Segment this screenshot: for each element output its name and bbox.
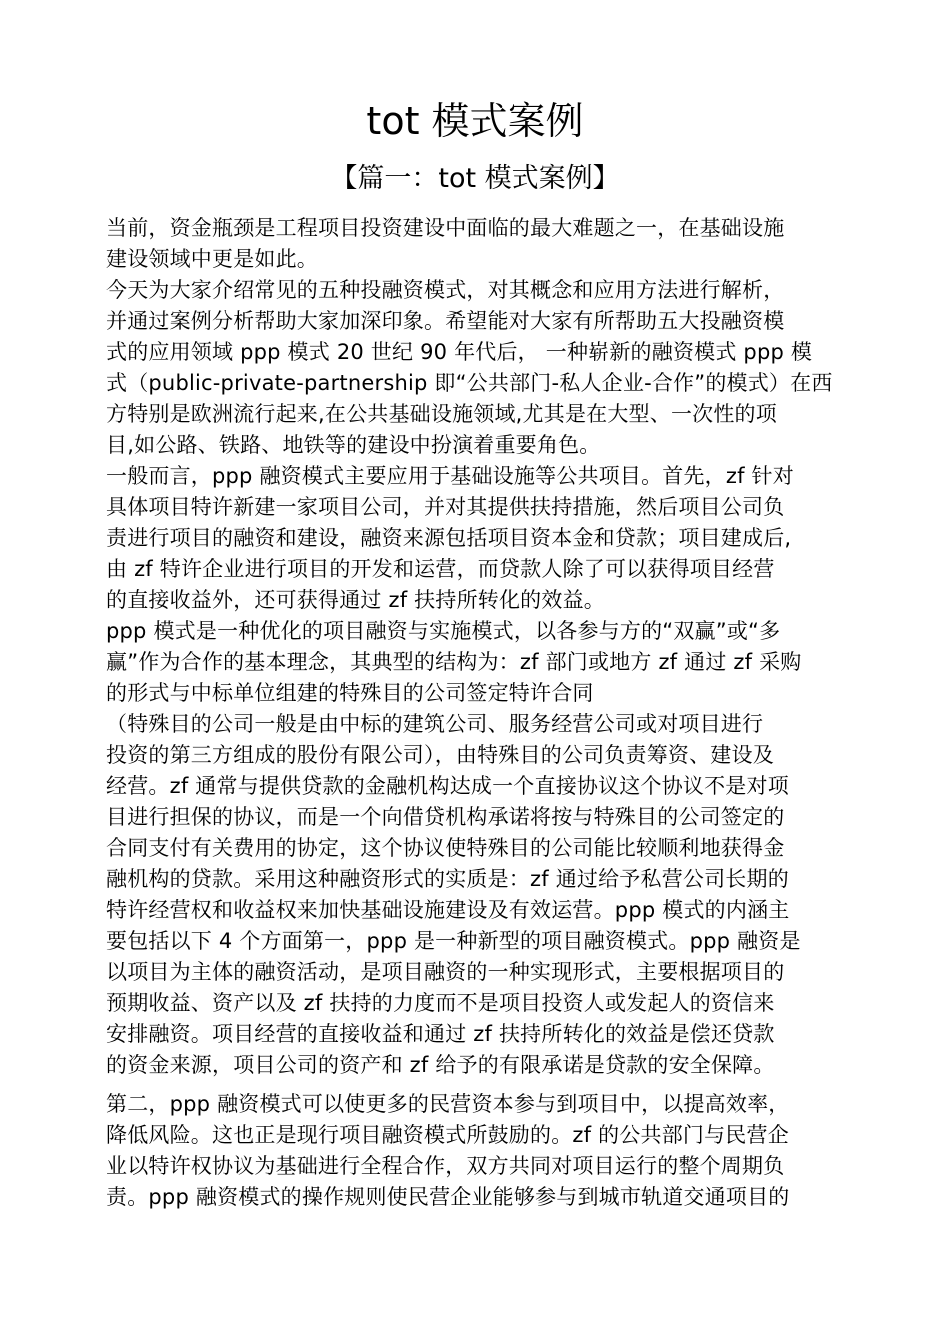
body-line: 责。ppp 融资模式的操作规则使民营企业能够参与到城市轨道交通项目的 <box>106 1185 790 1209</box>
body-line: 投资的第三方组成的股份有限公司），由特殊目的公司负责筹资、建设及 <box>106 743 774 767</box>
document-subtitle: 【篇一：tot 模式案例】 <box>330 163 620 194</box>
body-line: 融机构的贷款。采用这种融资形式的实质是：zf 通过给予私营公司长期的 <box>106 867 789 891</box>
body-line: 以项目为主体的融资活动，是项目融资的一种实现形式，主要根据项目的 <box>106 960 785 984</box>
body-line: 特许经营权和收益权来加快基础设施建设及有效运营。ppp 模式的内涵主 <box>106 898 790 922</box>
body-line: 今天为大家介绍常见的五种投融资模式，对其概念和应用方法进行解析， <box>106 278 785 302</box>
body-line: 方特别是欧洲流行起来,在公共基础设施领域,尤其是在大型、一次性的项 <box>106 402 777 426</box>
body-line: 的形式与中标单位组建的特殊目的公司签定特许合同 <box>106 681 594 705</box>
body-line: 的直接收益外，还可获得通过 zf 扶持所转化的效益。 <box>106 588 605 612</box>
body-line: 的资金来源，项目公司的资产和 zf 给予的有限承诺是贷款的安全保障。 <box>106 1053 775 1077</box>
body-line: ppp 模式是一种优化的项目融资与实施模式，以各参与方的“双赢”或“多 <box>106 619 781 643</box>
body-line: 降低风险。这也正是现行项目融资模式所鼓励的。zf 的公共部门与民营企 <box>106 1123 789 1147</box>
document-body <box>106 213 876 1213</box>
body-line: 赢”作为合作的基本理念，其典型的结构为：zf 部门或地方 zf 通过 zf 采购 <box>106 650 802 674</box>
body-line: 要包括以下 4 个方面第一，ppp 是一种新型的项目融资模式。ppp 融资是 <box>106 929 801 953</box>
body-line: 第二，ppp 融资模式可以使更多的民营资本参与到项目中，以提高效率， <box>106 1092 790 1116</box>
body-line: 预期收益、资产以及 zf 扶持的力度而不是项目投资人或发起人的资信来 <box>106 991 775 1015</box>
body-line: 建设领域中更是如此。 <box>106 247 318 271</box>
body-line: 经营。zf 通常与提供贷款的金融机构达成一个直接协议这个协议不是对项 <box>106 774 789 798</box>
body-line: 目进行担保的协议，而是一个向借贷机构承诺将按与特殊目的公司签定的 <box>106 805 785 829</box>
body-line: 一般而言，ppp 融资模式主要应用于基础设施等公共项目。首先，zf 针对 <box>106 464 794 488</box>
document-title: tot 模式案例 <box>366 99 584 143</box>
paragraph-gap <box>106 1081 876 1089</box>
body-line: 安排融资。项目经营的直接收益和通过 zf 扶持所转化的效益是偿还贷款 <box>106 1022 775 1046</box>
body-line: 由 zf 特许企业进行项目的开发和运营，而贷款人除了可以获得项目经营 <box>106 557 775 581</box>
body-line: 业以特许权协议为基础进行全程合作，双方共同对项目运行的整个周期负 <box>106 1154 785 1178</box>
body-line: 责进行项目的融资和建设，融资来源包括项目资本金和贷款；项目建成后, <box>106 526 792 550</box>
body-line: 合同支付有关费用的协定，这个协议使特殊目的公司能比较顺利地获得金 <box>106 836 785 860</box>
body-line: 目,如公路、铁路、地铁等的建设中扮演着重要角色。 <box>106 433 601 457</box>
body-line: （特殊目的公司一般是由中标的建筑公司、服务经营公司或对项目进行 <box>106 712 764 736</box>
body-line: 式的应用领域 ppp 模式 20 世纪 90 年代后， 一种崭新的融资模式 ppp 模 <box>106 340 813 364</box>
body-line: 具体项目特许新建一家项目公司，并对其提供扶持措施，然后项目公司负 <box>106 495 785 519</box>
body-line: 并通过案例分析帮助大家加深印象。希望能对大家有所帮助五大投融资模 <box>106 309 785 333</box>
body-line: 式（public-private-partnership 即“公共部门-私人企业-合作”的模式）在西 <box>106 371 833 395</box>
body-line: 当前，资金瓶颈是工程项目投资建设中面临的最大难题之一，在基础设施 <box>106 216 785 240</box>
